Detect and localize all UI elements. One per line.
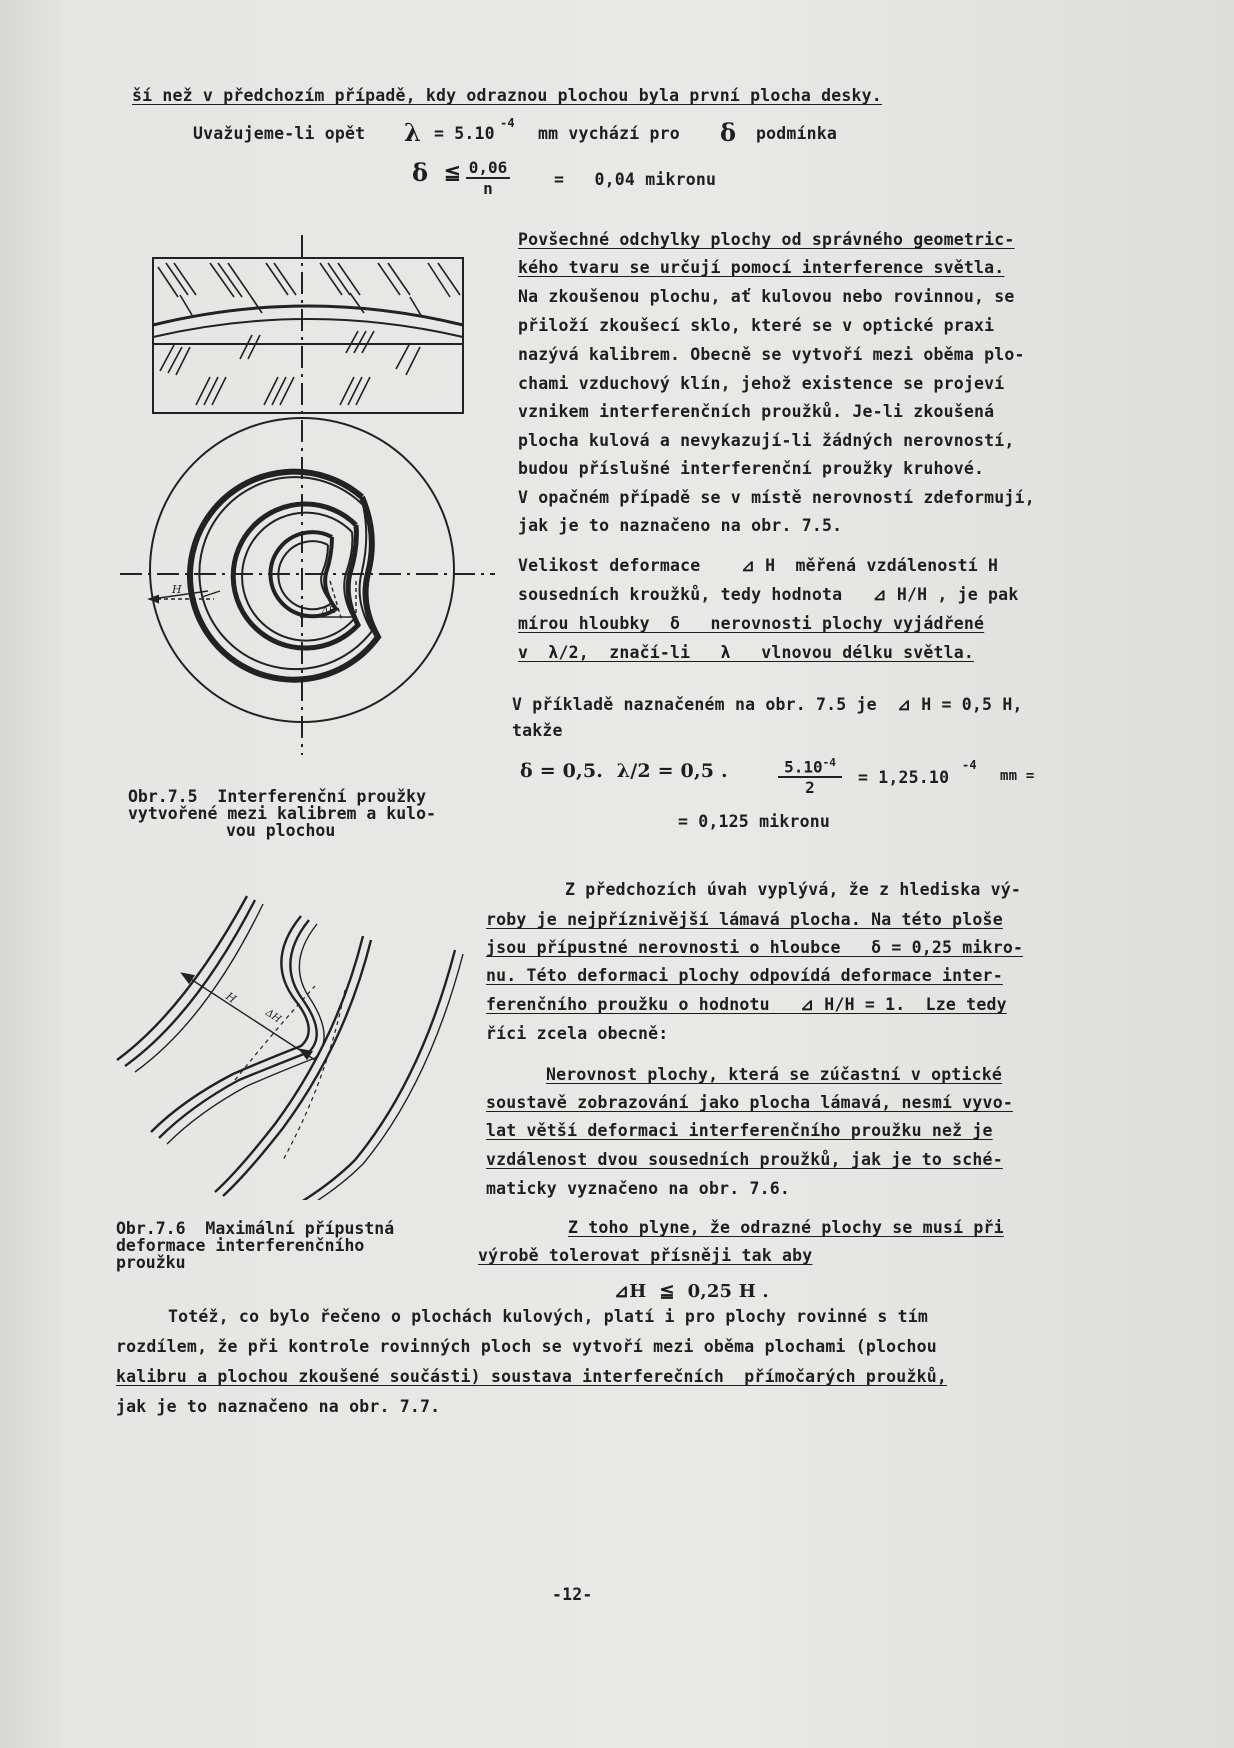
eq1-numerator: 0,06 (466, 158, 510, 179)
eq2-right: = 1,25.10 (858, 768, 950, 787)
para1-line6: chami vzduchový klín, jehož existence se projeví (518, 374, 1005, 393)
text-mm-for: mm vychází pro (538, 124, 680, 143)
bottom-para-line4: jak je to naznačeno na obr. 7.7. (116, 1397, 441, 1416)
lambda-exponent: -4 (500, 116, 515, 130)
para1-line4: přiloží zkoušecí sklo, které se v optické praxi (518, 316, 995, 335)
eq1-delta: δ (412, 158, 429, 187)
eq2-fraction (778, 756, 842, 797)
para3-line2: takže (512, 721, 563, 740)
para2-line4: v λ/2, značí-li λ vlnovou délku světla. (518, 643, 975, 662)
para6-line2: výrobě tolerovat přísněji tak aby (478, 1246, 813, 1265)
lambda-symbol: λ (404, 118, 422, 147)
lambda-value: = 5.10 (434, 124, 495, 143)
para4-line1: Z předchozích úvah vyplývá, že z hlediska vý- (565, 880, 1022, 899)
eq2-frac-den: 2 (805, 778, 815, 798)
para5-line4: vzdálenost dvou sousedních proužků, jak je to sché- (486, 1150, 1003, 1169)
para2-line1: Velikost deformace ⊿ H měřená vzdáleností H (518, 556, 999, 575)
caption-fig-7-6-line1: Obr.7.6 Maximální přípustná (116, 1219, 395, 1238)
bottom-para-line3: kalibru a plochou zkoušené součásti) soustava interferečních přímočarých proužků, (116, 1367, 947, 1386)
delta-symbol: δ (720, 118, 737, 147)
para4-line3: jsou přípustné nerovnosti o hloubce δ = 0,25 mikro- (486, 938, 1024, 957)
para4-line2: roby je nejpříznivější lámavá plocha. Na této ploše (486, 910, 1003, 929)
para1-line1: Povšechné odchylky plochy od správného geometric- (518, 230, 1015, 249)
para4-line4: nu. Této deformaci plochy odpovídá deformace inter- (486, 966, 1003, 985)
para3-line1: V příkladě naznačeném na obr. 7.5 je ⊿ H = 0,5 H, (512, 695, 1023, 714)
eq2-unit: mm = (1000, 768, 1035, 784)
text-line-top: ší než v předchozím případě, kdy odraznou plochou byla první plocha desky. (132, 86, 882, 105)
fig75-label-dh: ΔH (322, 606, 337, 616)
para1-line11: jak je to naznačeno na obr. 7.5. (518, 516, 843, 535)
text-condition: podmínka (756, 124, 838, 143)
para4-line5: ferenčního proužku o hodnotu ⊿ H/H = 1. Lze tedy (486, 995, 1007, 1014)
para5-line2: soustavě zobrazování jako plocha lámavá, nesmí vyvo- (486, 1093, 1013, 1112)
para1-line8: plocha kulová a nevykazují-li žádných nerovností, (518, 431, 1015, 450)
para2-line2: sousedních kroužků, tedy hodnota ⊿ H/H , je pak (518, 585, 1019, 604)
caption-fig-7-5-line1: Obr.7.5 Interferenční proužky (128, 787, 427, 806)
fig76-label-dh: ΔH (263, 1007, 283, 1026)
eq1-denominator: n (483, 179, 493, 198)
caption-fig-7-5-line2: vytvořené mezi kalibrem a kulo- (128, 804, 436, 823)
para1-line7: vznikem interferenčních proužků. Je-li zkoušená (518, 402, 995, 421)
fig75-label-h: H (172, 583, 182, 596)
para1-line3: Na zkoušenou plochu, ať kulovou nebo rovinnou, se (518, 287, 1015, 306)
para5-line1: Nerovnost plochy, která se zúčastní v optické (546, 1065, 1003, 1084)
para5-line5: maticky vyznačeno na obr. 7.6. (486, 1179, 791, 1198)
eq3: ⊿H ≦ 0,25 H . (614, 1281, 769, 1302)
para2-line3: mírou hloubky δ nerovnosti plochy vyjádřené (518, 614, 985, 633)
text-line-assume: Uvažujeme-li opět (193, 124, 366, 143)
bottom-para-line2: rozdílem, že při kontrole rovinných ploch se vytvoří mezi oběma plochami (plochou (116, 1337, 937, 1356)
caption-fig-7-6-line3: proužku (116, 1253, 186, 1272)
page-number: -12- (552, 1585, 593, 1604)
para1-line9: budou příslušné interferenční proužky kruhové. (518, 459, 985, 478)
fig76-label-h: H (223, 989, 239, 1006)
eq2-frac-exp: -4 (822, 756, 836, 769)
para1-line2: kého tvaru se určují pomocí interference světla. (518, 258, 1005, 277)
caption-fig-7-5-line3: vou plochou (226, 821, 336, 840)
bottom-para-line1: Totéž, co bylo řečeno o plochách kulových, platí i pro plochy rovinné s tím (168, 1307, 929, 1326)
eq1-fraction (466, 158, 510, 198)
figure-7-5 (110, 235, 510, 765)
eq2-right-exp: -4 (962, 758, 977, 772)
caption-fig-7-6-line2: deformace interferenčního (116, 1236, 365, 1255)
eq2-left: δ = 0,5. λ/2 = 0,5 . (520, 760, 728, 782)
eq2-line2: = 0,125 mikronu (678, 812, 831, 831)
para5-line3: lat větší deformaci interferenčního proužku než je (486, 1121, 993, 1140)
eq1-le: ≦ (444, 160, 461, 184)
para4-line6: říci zcela obecně: (486, 1024, 669, 1043)
para1-line10: V opačném případě se v místě nerovností zdeformují, (518, 488, 1035, 507)
eq2-frac-num: 5.10 (784, 757, 823, 777)
para1-line5: nazývá kalibrem. Obecně se vytvoří mezi oběma plo- (518, 345, 1025, 364)
eq1-rhs: = 0,04 mikronu (554, 170, 717, 189)
para6-line1: Z toho plyne, že odrazné plochy se musí při (568, 1218, 1004, 1237)
figure-7-6 (115, 890, 475, 1200)
